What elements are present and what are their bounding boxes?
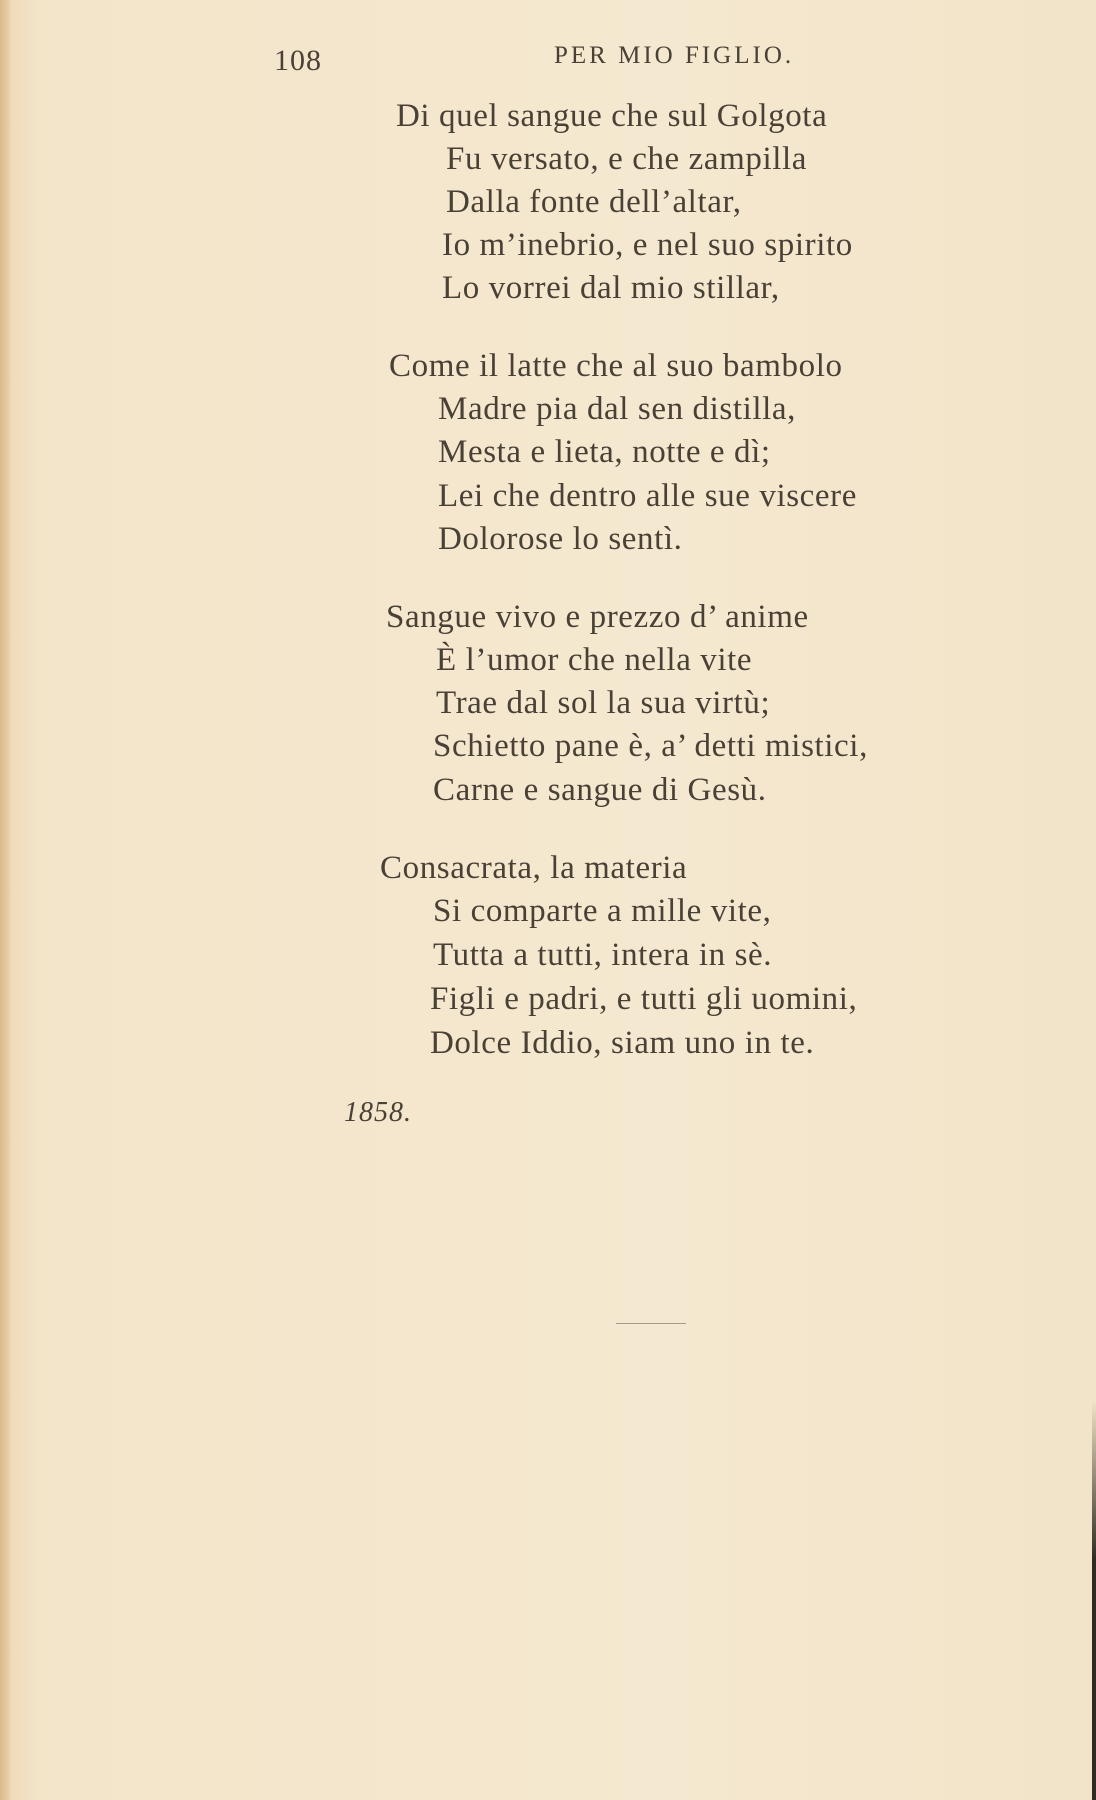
poem-line: Carne e sangue di Gesù.: [433, 772, 767, 808]
poem-line: Dolce Iddio, siam uno in te.: [430, 1025, 815, 1061]
poem-line: Consacrata, la materia: [380, 850, 688, 886]
poem-line: Tutta a tutti, intera in sè.: [433, 937, 773, 973]
poem-line: Figli e padri, e tutti gli uomini,: [430, 981, 858, 1017]
poem-date: 1858.: [344, 1097, 412, 1128]
poem-line: Lei che dentro alle sue viscere: [438, 478, 857, 514]
page-gutter-edge: [0, 0, 10, 1800]
poem-line: Schietto pane è, a’ detti mistici,: [433, 728, 868, 764]
section-divider: [616, 1323, 686, 1324]
poem-line: Trae dal sol la sua virtù;: [436, 685, 771, 721]
running-title: PER MIO FIGLIO.: [554, 42, 795, 69]
poem-line: Mesta e lieta, notte e dì;: [438, 434, 771, 470]
poem-line: Lo vorrei dal mio stillar,: [442, 270, 780, 306]
poem-line: Sangue vivo e prezzo d’ anime: [386, 599, 809, 635]
poem-line: Madre pia dal sen distilla,: [438, 391, 797, 427]
poem-line: Io m’inebrio, e nel suo spirito: [442, 227, 853, 263]
page-number: 108: [274, 44, 322, 77]
poem-line: È l’umor che nella vite: [436, 642, 753, 678]
poem-line: Come il latte che al suo bambolo: [389, 348, 843, 384]
poem-line: Dolorose lo sentì.: [438, 521, 683, 557]
poem-line: Dalla fonte dell’altar,: [446, 184, 742, 220]
poem-line: Fu versato, e che zampilla: [446, 141, 808, 177]
poem-line: Si comparte a mille vite,: [433, 893, 772, 929]
page-right-edge-shadow: [1092, 1400, 1096, 1800]
poem-line: Di quel sangue che sul Golgota: [396, 98, 828, 134]
